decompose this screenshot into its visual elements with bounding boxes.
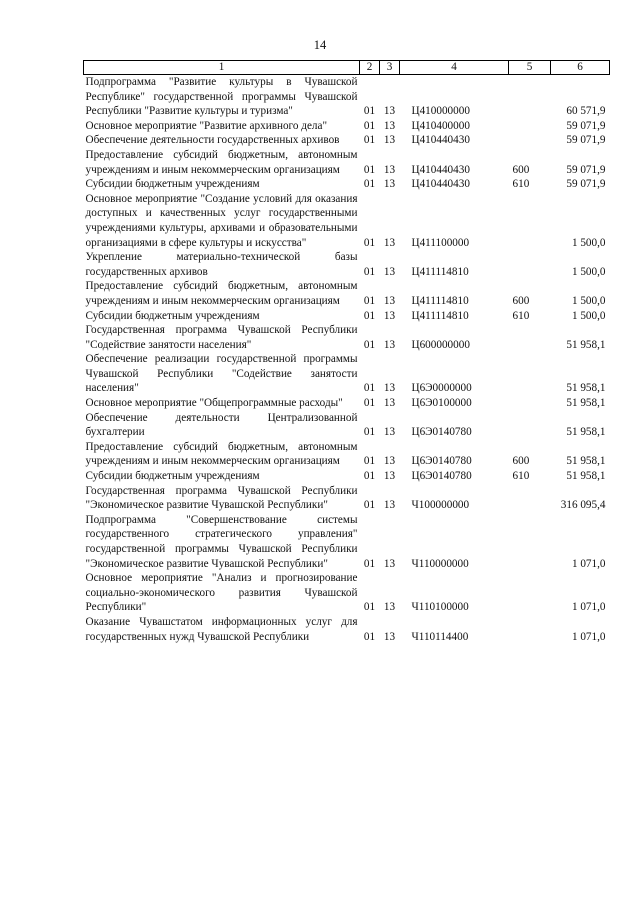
- row-target-article: Ц411114810: [411, 309, 469, 322]
- row-subsection: 13: [383, 382, 396, 395]
- row-section: 01: [363, 499, 376, 512]
- row-subsection: 13: [383, 557, 396, 570]
- row-section: 01: [363, 178, 376, 191]
- table-row: [84, 250, 610, 279]
- row-name: Предоставление субсидий бюджетным, автономным учреждениям и иным некоммерческим организациям: [85, 440, 358, 468]
- row-amount: 1 500,0: [571, 294, 606, 307]
- table-header: [84, 61, 610, 75]
- column-header-subsection: 3: [380, 61, 400, 75]
- row-name: Предоставление субсидий бюджетным, автономным учреждениям и иным некоммерческим организациям: [85, 148, 358, 176]
- column-header-target-article: 4: [400, 61, 509, 75]
- row-amount: 1 071,0: [571, 630, 606, 643]
- row-amount: 1 071,0: [571, 601, 606, 614]
- row-expense-type: [509, 75, 551, 119]
- row-target-article: Ц411114810: [411, 294, 469, 307]
- column-header-amount: 6: [551, 61, 610, 75]
- row-name: Основное мероприятие "Общепрограммные расходы": [85, 397, 343, 410]
- row-expense-type: 600: [512, 163, 530, 176]
- row-section: 01: [363, 630, 376, 643]
- row-target-article: Ц411114810: [411, 265, 469, 278]
- row-section: 01: [363, 265, 376, 278]
- row-section: 01: [363, 382, 376, 395]
- row-target-article: Ц600000000: [411, 338, 470, 351]
- table-row: [84, 133, 610, 148]
- column-header-name: 1: [84, 61, 360, 75]
- row-amount: 1 500,0: [571, 236, 606, 249]
- row-subsection: 13: [383, 455, 396, 468]
- row-subsection: 13: [383, 119, 396, 132]
- row-amount: 51 958,1: [566, 426, 606, 439]
- row-name: Укрепление материально-технической базы государственных архивов: [85, 251, 358, 278]
- table-row: [84, 571, 610, 615]
- row-amount: 316 095,4: [560, 499, 606, 512]
- table-row: [84, 75, 610, 119]
- table-row: [84, 352, 610, 396]
- table-row: [84, 469, 610, 484]
- row-subsection: 13: [383, 163, 396, 176]
- row-subsection: 13: [383, 601, 396, 614]
- row-expense-type: [509, 615, 551, 644]
- row-expense-type: [509, 484, 551, 513]
- row-name: Основное мероприятие "Развитие архивного дела": [85, 119, 328, 132]
- row-subsection: 13: [383, 338, 396, 351]
- row-section: 01: [363, 455, 376, 468]
- row-subsection: 13: [383, 178, 396, 191]
- row-subsection: 13: [383, 397, 396, 410]
- table-row: [84, 484, 610, 513]
- row-expense-type: 610: [512, 309, 530, 322]
- row-subsection: 13: [383, 630, 396, 643]
- row-expense-type: 610: [512, 470, 530, 483]
- row-section: 01: [363, 163, 376, 176]
- row-section: 01: [363, 426, 376, 439]
- row-subsection: 13: [383, 470, 396, 483]
- row-subsection: 13: [383, 134, 396, 147]
- table-row: [84, 411, 610, 440]
- row-target-article: Ч110100000: [411, 601, 469, 614]
- row-target-article: Ц410000000: [411, 105, 470, 118]
- row-target-article: Ц410440430: [411, 178, 470, 191]
- row-name: Подпрограмма "Развитие культуры в Чувашской Республике" государственной программы Чувашской Республики "Развитие культуры и туризма": [85, 76, 358, 118]
- column-header-section: 2: [360, 61, 380, 75]
- row-subsection: 13: [383, 294, 396, 307]
- row-name: Обеспечение деятельности Централизованной бухгалтерии: [85, 411, 358, 439]
- row-name: Субсидии бюджетным учреждениям: [85, 178, 260, 191]
- row-expense-type: [509, 411, 551, 440]
- row-subsection: 13: [383, 309, 396, 322]
- row-name: Основное мероприятие "Создание условий для оказания доступных и качественных услуг государственными учреждениями культуры, архивами и образовательными организациями в сфере культуры и искусства": [85, 192, 358, 249]
- table-body: [84, 75, 610, 645]
- row-name: Предоставление субсидий бюджетным, автономным учреждениям и иным некоммерческим организациям: [85, 280, 358, 307]
- row-section: 01: [363, 309, 376, 322]
- row-amount: 1 500,0: [571, 265, 606, 278]
- row-expense-type: 610: [512, 178, 530, 191]
- row-expense-type: [509, 513, 551, 571]
- row-expense-type: [509, 119, 551, 134]
- row-amount: 51 958,1: [566, 455, 606, 468]
- row-target-article: Ц6Э0140780: [411, 470, 472, 483]
- page-number: 14: [313, 38, 327, 52]
- row-expense-type: [509, 571, 551, 615]
- row-name: Подпрограмма "Совершенствование системы государственного стратегического управления" государственной программы Чувашской Республики "Экономическое развитие Чувашской Республики": [85, 513, 358, 570]
- table-row: [84, 309, 610, 324]
- row-subsection: 13: [383, 499, 396, 512]
- row-amount: 1 071,0: [571, 557, 606, 570]
- row-amount: 51 958,1: [566, 382, 606, 395]
- row-expense-type: 600: [512, 294, 530, 307]
- table-row: [84, 440, 610, 469]
- row-amount: 59 071,9: [566, 178, 606, 191]
- row-amount: 59 071,9: [566, 119, 606, 132]
- row-amount: 51 958,1: [566, 397, 606, 410]
- row-subsection: 13: [383, 265, 396, 278]
- row-section: 01: [363, 236, 376, 249]
- column-header-expense-type: 5: [509, 61, 551, 75]
- table-row: [84, 279, 610, 308]
- row-section: 01: [363, 557, 376, 570]
- row-amount: 51 958,1: [566, 470, 606, 483]
- row-expense-type: [509, 133, 551, 148]
- row-expense-type: [509, 192, 551, 250]
- row-section: 01: [363, 601, 376, 614]
- row-amount: 59 071,9: [566, 134, 606, 147]
- row-target-article: Ц6Э0140780: [411, 426, 472, 439]
- row-name: Субсидии бюджетным учреждениям: [85, 470, 260, 483]
- table-row: [84, 396, 610, 411]
- table-row: [84, 323, 610, 352]
- row-name: Обеспечение деятельности государственных архивов: [85, 134, 340, 147]
- row-name: Субсидии бюджетным учреждениям: [85, 309, 260, 322]
- row-target-article: Ч110000000: [411, 557, 469, 570]
- row-section: 01: [363, 397, 376, 410]
- row-target-article: Ц6Э0140780: [411, 455, 472, 468]
- row-expense-type: [509, 352, 551, 396]
- row-expense-type: [509, 250, 551, 279]
- row-name: Обеспечение реализации государственной программы Чувашской Республики "Содействие занятости населения": [85, 353, 358, 395]
- row-target-article: Ц410440430: [411, 163, 470, 176]
- table-row: [84, 615, 610, 644]
- table-row: [84, 177, 610, 192]
- row-name: Оказание Чувашстатом информационных услуг для государственных нужд Чувашской Республики: [85, 615, 358, 643]
- table-row: [84, 192, 610, 250]
- row-target-article: Ц6Э0100000: [411, 397, 472, 410]
- row-target-article: Ч110114400: [411, 630, 469, 643]
- row-section: 01: [363, 105, 376, 118]
- row-section: 01: [363, 470, 376, 483]
- row-section: 01: [363, 338, 376, 351]
- row-expense-type: [509, 396, 551, 411]
- row-amount: 59 071,9: [566, 163, 606, 176]
- row-name: Государственная программа Чувашской Республики "Экономическое развитие Чувашской Республики": [85, 484, 358, 512]
- row-name: Основное мероприятие "Анализ и прогнозирование социально-экономического развития Чувашской Республики": [85, 572, 358, 614]
- budget-table: [83, 60, 610, 644]
- row-subsection: 13: [383, 105, 396, 118]
- row-amount: 60 571,9: [566, 105, 606, 118]
- row-subsection: 13: [383, 236, 396, 249]
- row-name: Государственная программа Чувашской Республики "Содействие занятости населения": [85, 324, 358, 351]
- row-section: 01: [363, 134, 376, 147]
- row-target-article: Ч100000000: [411, 499, 470, 512]
- row-subsection: 13: [383, 426, 396, 439]
- row-target-article: Ц410440430: [411, 134, 470, 147]
- header-row: [84, 61, 610, 75]
- row-section: 01: [363, 294, 376, 307]
- table-row: [84, 148, 610, 177]
- row-expense-type: 600: [512, 455, 530, 468]
- row-amount: 1 500,0: [571, 309, 606, 322]
- row-expense-type: [509, 323, 551, 352]
- row-amount: 51 958,1: [566, 338, 606, 351]
- table-row: [84, 119, 610, 134]
- row-target-article: Ц411100000: [411, 236, 470, 249]
- row-target-article: Ц410400000: [411, 119, 470, 132]
- row-target-article: Ц6Э0000000: [411, 382, 472, 395]
- table-row: [84, 513, 610, 571]
- row-section: 01: [363, 119, 376, 132]
